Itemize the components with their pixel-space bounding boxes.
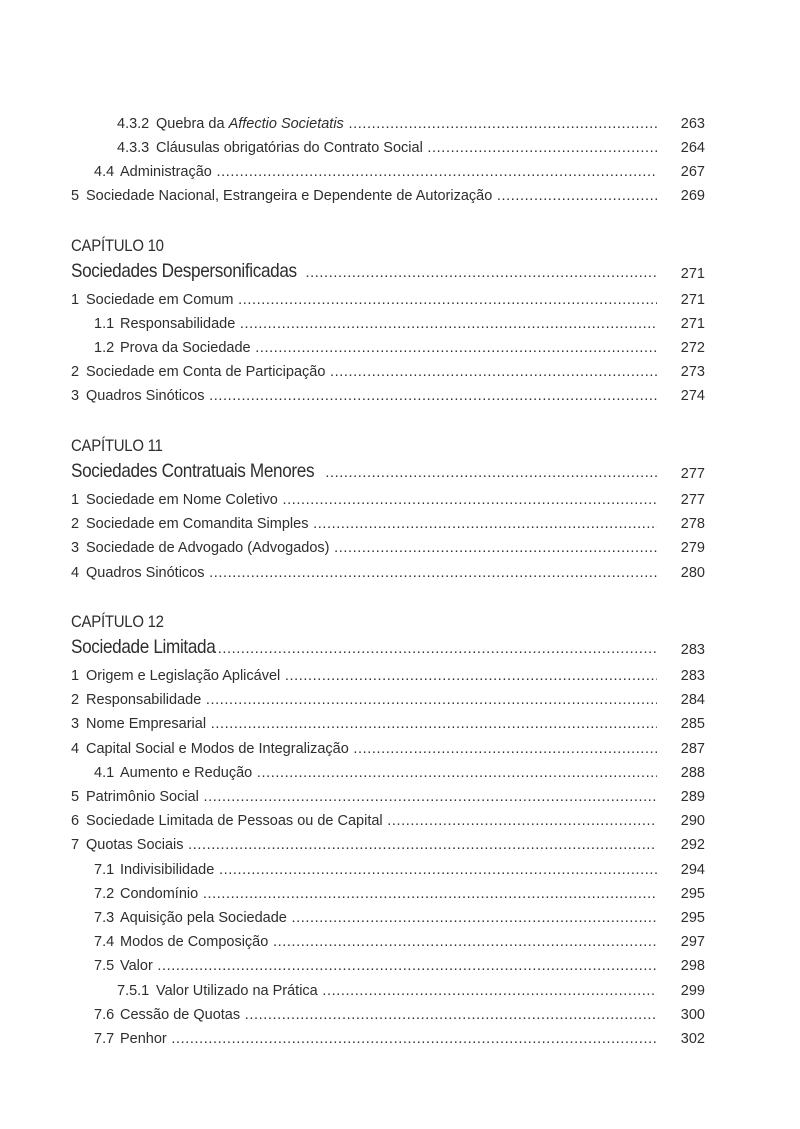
chapter-title-line — [0, 258, 800, 284]
toc-entry — [0, 362, 800, 382]
entry-number: 1 — [71, 492, 80, 508]
toc-entry — [0, 514, 800, 534]
entry-label: Aquisição pela Sociedade ..... — [120, 908, 657, 928]
entry-page: 278 — [680, 516, 705, 532]
chapter-page: 277 — [680, 466, 705, 482]
entry-label: Valor ..... — [120, 956, 657, 976]
entry-number: 5 — [71, 188, 80, 204]
entry-page: 298 — [680, 958, 705, 975]
entry-label: Capital Social e Modos de Integralização ..... — [86, 739, 657, 759]
toc-entry — [0, 714, 800, 734]
entry-number: 4 — [71, 565, 80, 581]
entry-page: 294 — [680, 861, 705, 878]
entry-number: 7.6 — [94, 1006, 115, 1023]
entry-label: Quadros Sinóticos ..... — [86, 386, 657, 406]
entry-page: 288 — [680, 764, 705, 781]
toc-entry — [0, 138, 800, 158]
chapter-title: Sociedade Limitada ..... — [71, 634, 657, 662]
entry-label: Sociedade em Comum ..... — [86, 290, 657, 310]
chapter-page: 271 — [680, 266, 705, 282]
entry-number: 7.7 — [94, 1031, 115, 1047]
entry-label: Administração ..... — [120, 162, 657, 182]
entry-page: 263 — [680, 116, 705, 132]
entry-label: Penhor ..... — [120, 1029, 657, 1049]
toc-entry — [0, 787, 800, 807]
entry-page: 271 — [680, 316, 705, 332]
entry-number: 5 — [71, 789, 80, 805]
entry-number: 7.2 — [94, 885, 115, 902]
toc-entry — [0, 811, 800, 831]
entry-page: 264 — [680, 140, 705, 156]
entry-label: Quadros Sinóticos ..... — [86, 563, 657, 583]
entry-number: 4.4 — [94, 164, 115, 180]
toc-entry — [0, 884, 800, 904]
toc-entry — [0, 538, 800, 558]
entry-page: 299 — [680, 982, 705, 999]
entry-number: 1.2 — [94, 340, 115, 356]
entry-number: 7.3 — [94, 910, 115, 926]
chapter-title: Sociedades Contratuais Menores ..... — [71, 458, 657, 486]
entry-number: 3 — [71, 388, 80, 404]
toc-entry — [0, 314, 800, 334]
entry-number: 1 — [71, 668, 80, 684]
entry-number: 4 — [71, 740, 80, 757]
toc-entry — [0, 563, 800, 583]
entry-number: 7.5 — [94, 958, 115, 975]
entry-label: Valor Utilizado na Prática ..... — [156, 981, 657, 1001]
entry-label: Sociedade Limitada de Pessoas ou de Capital ..... — [86, 811, 657, 831]
entry-number: 4.1 — [94, 764, 115, 781]
entry-number: 2 — [71, 692, 80, 709]
toc-entry — [0, 981, 800, 1001]
toc-entry — [0, 290, 800, 310]
chapter-title: Sociedades Despersonificadas ..... — [71, 258, 657, 286]
toc-entry — [0, 956, 800, 976]
entry-page: 267 — [680, 164, 705, 180]
toc-entry — [0, 932, 800, 952]
entry-page: 289 — [680, 789, 705, 805]
entry-page: 300 — [680, 1006, 705, 1023]
entry-page: 269 — [680, 188, 705, 204]
toc-entry — [0, 690, 800, 710]
entry-label: Quotas Sociais ..... — [86, 835, 657, 855]
entry-label: Sociedade em Comandita Simples ..... — [86, 514, 657, 534]
entry-label: Sociedade de Advogado (Advogados) ..... — [86, 538, 657, 558]
entry-label: Cláusulas obrigatórias do Contrato Social ..... — [156, 138, 657, 158]
entry-number: 4.3.3 — [117, 140, 150, 156]
chapter-heading: CAPÍTULO 11 — [71, 436, 163, 455]
toc-entry — [0, 338, 800, 358]
entry-label: Cessão de Quotas ..... — [120, 1005, 657, 1025]
entry-number: 1.1 — [94, 316, 115, 332]
entry-page: 302 — [680, 1031, 705, 1047]
entry-number: 7.5.1 — [117, 982, 150, 999]
toc-entry — [0, 386, 800, 406]
toc-entry — [0, 763, 800, 783]
entry-label: Indivisibilidade ..... — [120, 860, 657, 880]
chapter-heading: CAPÍTULO 10 — [71, 236, 164, 255]
entry-page: 297 — [680, 934, 705, 951]
toc-entry — [0, 666, 800, 686]
chapter-page: 283 — [680, 642, 705, 658]
entry-number: 7 — [71, 837, 80, 854]
entry-number: 6 — [71, 813, 80, 830]
toc-entry — [0, 860, 800, 880]
entry-number: 2 — [71, 516, 80, 532]
entry-number: 3 — [71, 716, 80, 733]
entry-label: Responsabilidade ..... — [86, 690, 657, 710]
entry-label: Responsabilidade ..... — [120, 314, 657, 334]
toc-entry — [0, 1029, 800, 1049]
entry-page: 283 — [680, 668, 705, 684]
entry-number: 1 — [71, 292, 80, 308]
entry-page: 292 — [680, 837, 705, 854]
entry-number: 2 — [71, 364, 80, 380]
entry-page: 272 — [680, 340, 705, 356]
entry-number: 3 — [71, 540, 80, 556]
entry-page: 295 — [680, 910, 705, 926]
toc-entry — [0, 186, 800, 206]
entry-page: 287 — [680, 740, 705, 757]
entry-label: Prova da Sociedade ..... — [120, 338, 657, 358]
entry-label: Sociedade em Nome Coletivo ..... — [86, 490, 657, 510]
toc-entry — [0, 1005, 800, 1025]
entry-label: Nome Empresarial ..... — [86, 714, 657, 734]
entry-page: 290 — [680, 813, 705, 830]
entry-label: Patrimônio Social ..... — [86, 787, 657, 807]
entry-label: Sociedade em Conta de Participação ..... — [86, 362, 657, 382]
entry-label: Modos de Composição ..... — [120, 932, 657, 952]
entry-label: Quebra da Affectio Societatis ..... — [156, 114, 657, 134]
toc-entry — [0, 162, 800, 182]
entry-page: 271 — [680, 292, 705, 308]
toc-entry — [0, 114, 800, 134]
toc-entry — [0, 739, 800, 759]
chapter-title-line — [0, 634, 800, 660]
chapter-heading: CAPÍTULO 12 — [71, 612, 164, 631]
entry-label: Condomínio ..... — [120, 884, 657, 904]
entry-number: 7.1 — [94, 861, 115, 878]
entry-page: 277 — [680, 492, 705, 508]
entry-label: Sociedade Nacional, Estrangeira e Dependente de Autorização ..... — [86, 186, 657, 206]
entry-number: 4.3.2 — [117, 116, 150, 132]
entry-page: 295 — [680, 885, 705, 902]
entry-page: 285 — [680, 716, 705, 733]
toc-entry — [0, 490, 800, 510]
entry-page: 273 — [680, 364, 705, 380]
entry-page: 284 — [680, 692, 705, 709]
entry-label: Aumento e Redução ..... — [120, 763, 657, 783]
entry-number: 7.4 — [94, 934, 115, 951]
entry-page: 274 — [680, 388, 705, 404]
entry-page: 280 — [680, 565, 705, 581]
toc-entry — [0, 835, 800, 855]
chapter-title-line — [0, 458, 800, 484]
entry-label: Origem e Legislação Aplicável ..... — [86, 666, 657, 686]
toc-entry — [0, 908, 800, 928]
entry-page: 279 — [680, 540, 705, 556]
